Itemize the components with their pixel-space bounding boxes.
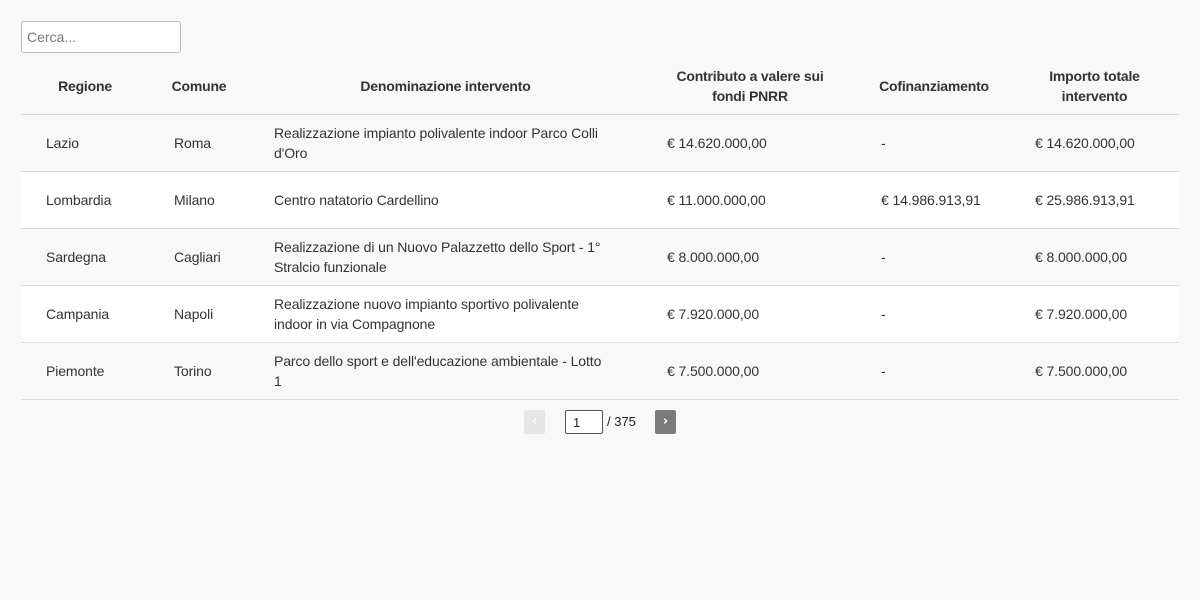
- cell-comune: Milano: [149, 172, 249, 229]
- cell-contributo: € 8.000.000,00: [642, 229, 858, 286]
- cell-importo-totale: € 8.000.000,00: [1010, 229, 1179, 286]
- cell-regione: Lazio: [21, 115, 149, 172]
- cell-importo-totale: € 7.500.000,00: [1010, 343, 1179, 400]
- table-row: [21, 343, 1179, 400]
- cell-regione: Sardegna: [21, 229, 149, 286]
- cell-contributo: € 7.920.000,00: [642, 286, 858, 343]
- cell-contributo: € 7.500.000,00: [642, 343, 858, 400]
- column-header-importo-totale[interactable]: Importo totale intervento: [1010, 57, 1179, 115]
- table-row: [21, 115, 1179, 172]
- cell-comune: Cagliari: [149, 229, 249, 286]
- cell-cofinanziamento: -: [858, 286, 1010, 343]
- table-row: [21, 229, 1179, 286]
- column-header-cofinanziamento[interactable]: Cofinanziamento: [858, 57, 1010, 115]
- column-header-comune[interactable]: Comune: [149, 57, 249, 115]
- previous-page-button[interactable]: ‹: [524, 410, 545, 434]
- column-header-contributo[interactable]: Contributo a valere sui fondi PNRR: [642, 57, 858, 115]
- next-page-button[interactable]: ›: [655, 410, 676, 434]
- page-number-input[interactable]: [565, 410, 603, 434]
- table-row: [21, 286, 1179, 343]
- cell-cofinanziamento: € 14.986.913,91: [858, 172, 1010, 229]
- cell-denominazione: Parco dello sport e dell'educazione ambientale - Lotto 1: [249, 343, 642, 400]
- cell-denominazione: Centro natatorio Cardellino: [249, 172, 642, 229]
- cell-importo-totale: € 14.620.000,00: [1010, 115, 1179, 172]
- search-input[interactable]: [21, 21, 181, 53]
- cell-comune: Torino: [149, 343, 249, 400]
- column-header-regione[interactable]: Regione: [21, 57, 149, 115]
- cell-denominazione: Realizzazione nuovo impianto sportivo polivalente indoor in via Compagnone: [249, 286, 642, 343]
- cell-regione: Piemonte: [21, 343, 149, 400]
- total-pages-label: / 375: [607, 414, 636, 429]
- cell-denominazione: Realizzazione di un Nuovo Palazzetto dello Sport - 1° Stralcio funzionale: [249, 229, 642, 286]
- cell-cofinanziamento: -: [858, 343, 1010, 400]
- cell-regione: Campania: [21, 286, 149, 343]
- cell-contributo: € 14.620.000,00: [642, 115, 858, 172]
- cell-importo-totale: € 7.920.000,00: [1010, 286, 1179, 343]
- cell-comune: Napoli: [149, 286, 249, 343]
- cell-cofinanziamento: -: [858, 229, 1010, 286]
- cell-cofinanziamento: -: [858, 115, 1010, 172]
- table-header-row: [21, 57, 1179, 115]
- cell-importo-totale: € 25.986.913,91: [1010, 172, 1179, 229]
- table-row: [21, 172, 1179, 229]
- cell-contributo: € 11.000.000,00: [642, 172, 858, 229]
- cell-regione: Lombardia: [21, 172, 149, 229]
- column-header-denominazione[interactable]: Denominazione intervento: [249, 57, 642, 115]
- pagination: [0, 410, 1200, 434]
- cell-comune: Roma: [149, 115, 249, 172]
- interventions-table: [21, 57, 1179, 400]
- cell-denominazione: Realizzazione impianto polivalente indoor Parco Colli d'Oro: [249, 115, 642, 172]
